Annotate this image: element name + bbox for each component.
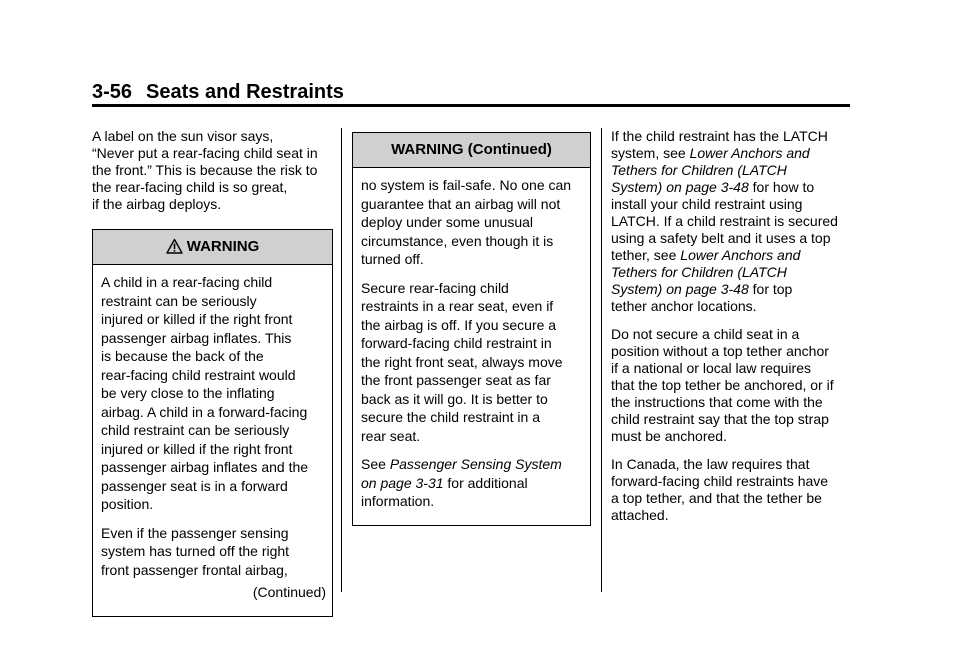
column-1 <box>92 128 332 617</box>
text-span: for how to install your child restraint using LATCH. If a child restraint is secured using a safety belt and it uses a top tether, see <box>611 179 838 263</box>
warning-title: WARNING <box>186 238 260 255</box>
page-header <box>92 80 344 104</box>
warning-paragraph: A child in a rear-facing child restraint can be seriously injured or killed if the right front passenger airbag inflates. This is because the back of the rear-facing child restraint would be very close to the inflating airbag. A child in a forward-facing child restraint can be seriously injured or killed if the right front passenger airbag inflates and the passenger seat is in a forward position. <box>101 274 309 512</box>
text-span: If the child restraint has the LATCH system, see <box>611 128 828 161</box>
canada-paragraph: In Canada, the law requires that forward-facing child restraints have a top tether, and that the tether be attached. <box>611 456 829 523</box>
latch-paragraph <box>611 128 851 315</box>
text-span: for top tether anchor locations. <box>611 281 793 314</box>
warning-paragraph <box>361 455 584 511</box>
warning-paragraph: Even if the passenger sensing system has turned off the right front passenger frontal airbag, <box>101 524 290 578</box>
column-2 <box>352 128 592 526</box>
page-number: 3-56 <box>92 81 133 103</box>
text-span: for additional information. <box>361 474 528 509</box>
warning-header: WARNING (Continued) <box>353 133 590 168</box>
warning-body <box>93 265 332 616</box>
intro-paragraph: A label on the sun visor says, “Never put a rear-facing child seat in the front.” This is because the risk to the rear-facing child is so great, if the airbag deploys. <box>92 128 318 212</box>
tether-paragraph: Do not secure a child seat in a position without a top tether anchor if a national or local law requires that the top tether be anchored, or if the instructions that come with the child restraint say that the top strap must be anchored. <box>611 326 834 444</box>
warning-paragraph: no system is fail-safe. No one can guarantee that an airbag will not deploy under some unusual circumstance, even though it is turned off. <box>361 177 572 267</box>
continued-label: (Continued) <box>252 584 326 600</box>
column-divider <box>601 128 602 592</box>
header-rule <box>92 104 850 107</box>
warning-body <box>353 168 590 525</box>
text-span: See <box>361 456 390 472</box>
warning-triangle-icon <box>166 233 183 267</box>
cross-reference-link: Lower Anchors and Tethers for Children (LATCH System) on page 3-48 <box>611 247 801 297</box>
cross-reference-link: Lower Anchors and Tethers for Children (LATCH System) on page 3-48 <box>611 145 810 195</box>
section-title: Seats and Restraints <box>146 81 344 103</box>
column-3 <box>611 128 851 535</box>
warning-paragraph: Secure rear-facing child restraints in a rear seat, even if the airbag is off. If you secure a forward-facing child restraint in the right front seat, always move the front passenger seat as far back as it will go. It is better to secure the child restraint in a rear seat. <box>361 279 563 444</box>
cross-reference-link: Passenger Sensing System on page 3-31 <box>361 456 562 491</box>
warning-box <box>92 229 333 617</box>
warning-header <box>93 230 332 265</box>
column-divider <box>341 128 342 592</box>
warning-box-continued <box>352 132 591 526</box>
